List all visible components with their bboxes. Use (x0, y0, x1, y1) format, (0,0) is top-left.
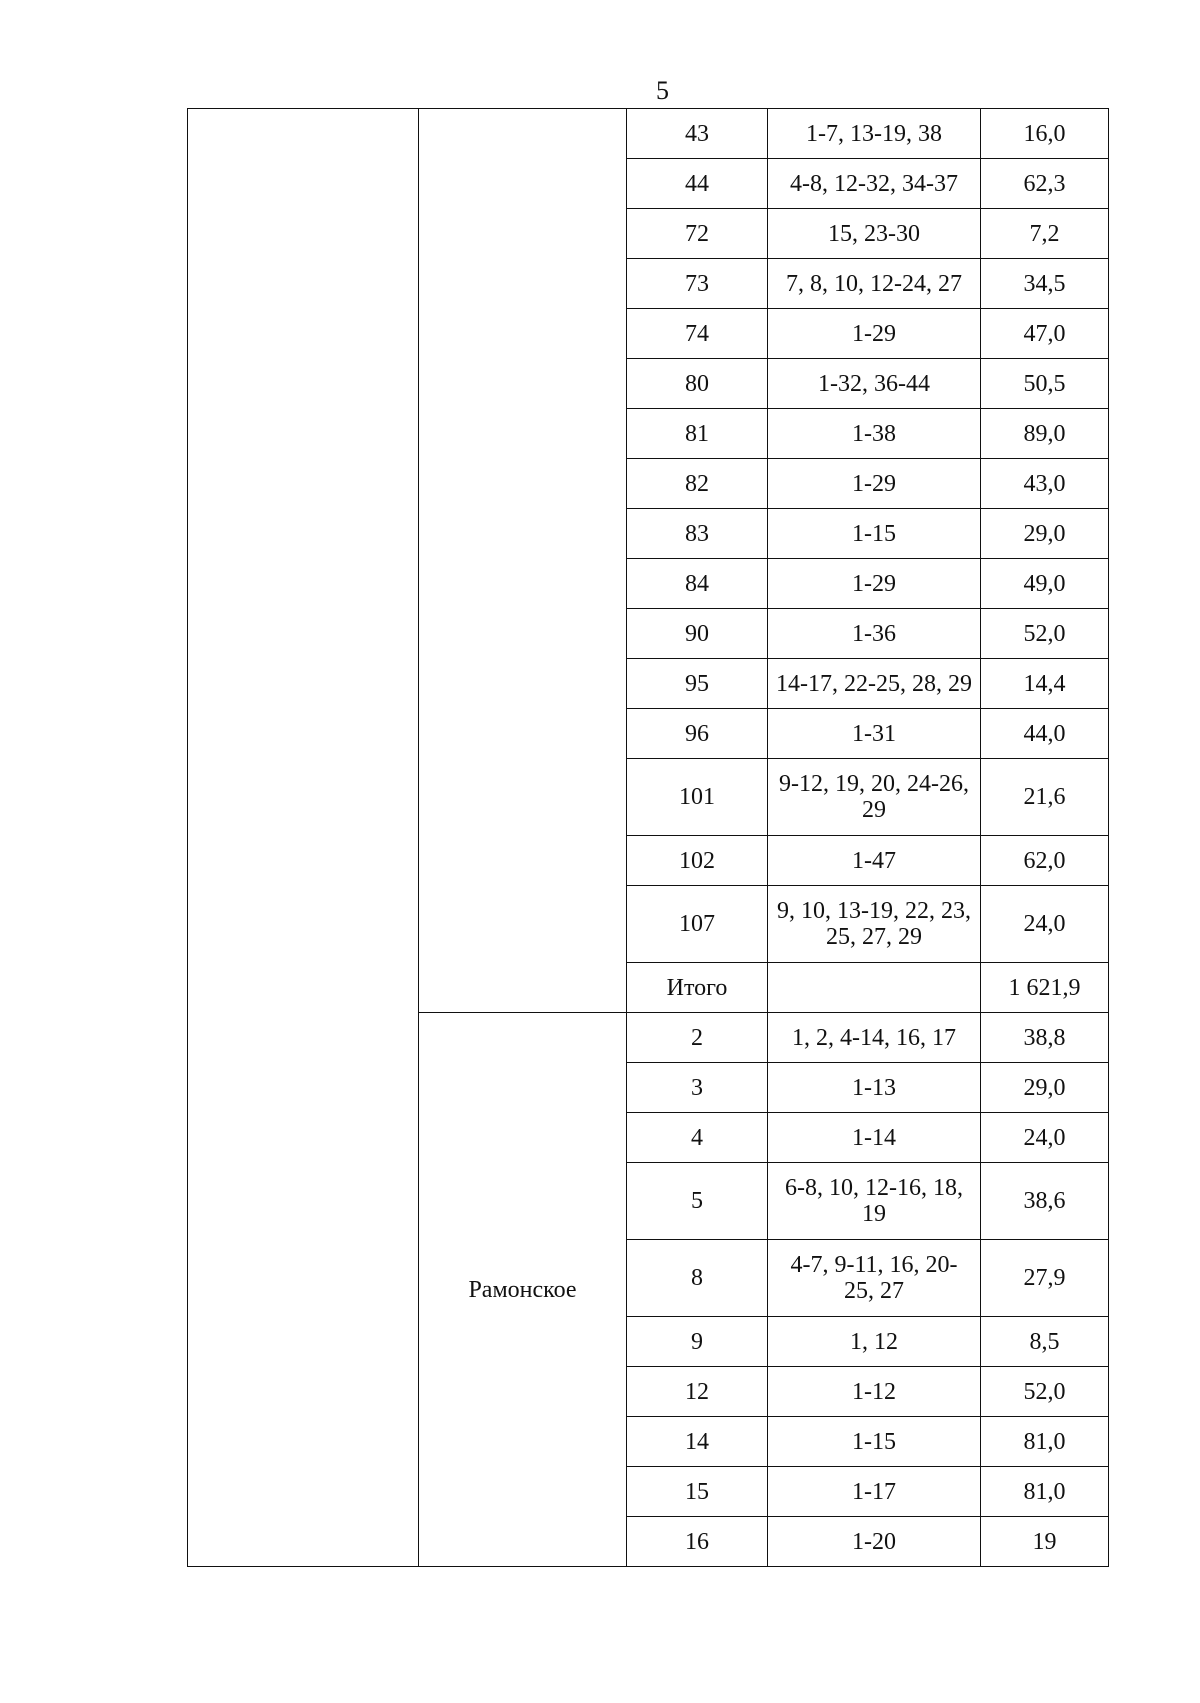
vydely-cell (768, 963, 981, 1013)
kvartal-cell: 9 (627, 1317, 768, 1367)
vydely-cell: 1-12 (768, 1367, 981, 1417)
area-cell: 38,6 (981, 1163, 1109, 1240)
vydely-cell (768, 759, 981, 836)
vydely-cell: 1-38 (768, 409, 981, 459)
area-cell: 16,0 (981, 109, 1109, 159)
area-cell: 34,5 (981, 259, 1109, 309)
vydely-cell: 15, 23-30 (768, 209, 981, 259)
area-cell: 8,5 (981, 1317, 1109, 1367)
vydely-cell: 14-17, 22-25, 28, 29 (768, 659, 981, 709)
kvartal-cell: 83 (627, 509, 768, 559)
kvartal-cell: 73 (627, 259, 768, 309)
kvartal-cell: 16 (627, 1517, 768, 1567)
kvartal-cell: 12 (627, 1367, 768, 1417)
vydely-line: 4-7, 9-11, 16, 20- (790, 1252, 958, 1278)
kvartal-cell: 82 (627, 459, 768, 509)
vydely-cell (768, 1240, 981, 1317)
total-area: 1 621,9 (981, 963, 1109, 1013)
vydely-cell: 1-31 (768, 709, 981, 759)
vydely-cell: 1-20 (768, 1517, 981, 1567)
area-cell: 81,0 (981, 1417, 1109, 1467)
kvartal-cell: 4 (627, 1113, 768, 1163)
forestry-cell (419, 109, 627, 1013)
kvartal-cell: 15 (627, 1467, 768, 1517)
vydely-line: 19 (862, 1201, 886, 1227)
area-cell: 89,0 (981, 409, 1109, 459)
vydely-cell: 1-29 (768, 309, 981, 359)
kvartal-cell: 80 (627, 359, 768, 409)
kvartal-cell: 107 (627, 886, 768, 963)
table-row (188, 109, 1109, 159)
kvartal-cell: 72 (627, 209, 768, 259)
vydely-cell: 1-36 (768, 609, 981, 659)
kvartal-cell: 102 (627, 836, 768, 886)
vydely-cell: 1, 12 (768, 1317, 981, 1367)
vydely-cell: 1-29 (768, 459, 981, 509)
area-cell: 24,0 (981, 886, 1109, 963)
area-cell: 52,0 (981, 609, 1109, 659)
vydely-line: 29 (862, 797, 886, 823)
area-cell: 62,3 (981, 159, 1109, 209)
page-number: 5 (656, 76, 669, 105)
kvartal-cell: 101 (627, 759, 768, 836)
area-cell: 47,0 (981, 309, 1109, 359)
vydely-cell: 1-17 (768, 1467, 981, 1517)
vydely-cell: 1-7, 13-19, 38 (768, 109, 981, 159)
kvartal-cell: 5 (627, 1163, 768, 1240)
area-cell: 29,0 (981, 509, 1109, 559)
area-cell: 50,5 (981, 359, 1109, 409)
total-label: Итого (627, 963, 768, 1013)
kvartal-cell: 44 (627, 159, 768, 209)
vydely-cell: 1-29 (768, 559, 981, 609)
forestry-cell-ramonskoe: Рамонское (419, 1013, 627, 1567)
vydely-line: 9, 10, 13-19, 22, 23, (777, 898, 971, 924)
vydely-cell: 1-47 (768, 836, 981, 886)
vydely-cell: 1-15 (768, 509, 981, 559)
area-cell: 21,6 (981, 759, 1109, 836)
vydely-cell: 1-13 (768, 1063, 981, 1113)
area-cell: 52,0 (981, 1367, 1109, 1417)
kvartal-cell: 43 (627, 109, 768, 159)
area-cell: 43,0 (981, 459, 1109, 509)
area-cell: 44,0 (981, 709, 1109, 759)
vydely-line: 9-12, 19, 20, 24-26, (779, 771, 969, 797)
kvartal-cell: 90 (627, 609, 768, 659)
vydely-cell: 4-8, 12-32, 34-37 (768, 159, 981, 209)
vydely-cell: 7, 8, 10, 12-24, 27 (768, 259, 981, 309)
kvartal-cell: 74 (627, 309, 768, 359)
kvartal-cell: 84 (627, 559, 768, 609)
kvartal-cell: 81 (627, 409, 768, 459)
vydely-cell (768, 1163, 981, 1240)
kvartal-cell: 2 (627, 1013, 768, 1063)
kvartal-cell: 95 (627, 659, 768, 709)
area-cell: 14,4 (981, 659, 1109, 709)
vydely-cell: 1-14 (768, 1113, 981, 1163)
area-cell: 19 (981, 1517, 1109, 1567)
area-cell: 81,0 (981, 1467, 1109, 1517)
vydely-line: 25, 27 (844, 1278, 904, 1304)
area-cell: 27,9 (981, 1240, 1109, 1317)
kvartal-cell: 14 (627, 1417, 768, 1467)
kvartal-cell: 8 (627, 1240, 768, 1317)
vydely-cell: 1, 2, 4-14, 16, 17 (768, 1013, 981, 1063)
area-cell: 62,0 (981, 836, 1109, 886)
area-cell: 49,0 (981, 559, 1109, 609)
vydely-cell: 1-32, 36-44 (768, 359, 981, 409)
district-cell (188, 109, 419, 1567)
area-cell: 29,0 (981, 1063, 1109, 1113)
area-cell: 24,0 (981, 1113, 1109, 1163)
kvartal-cell: 3 (627, 1063, 768, 1113)
vydely-cell (768, 886, 981, 963)
vydely-line: 25, 27, 29 (826, 924, 922, 950)
area-cell: 7,2 (981, 209, 1109, 259)
area-cell: 38,8 (981, 1013, 1109, 1063)
kvartal-cell: 96 (627, 709, 768, 759)
vydely-cell: 1-15 (768, 1417, 981, 1467)
forest-plots-table (187, 108, 1109, 1567)
vydely-line: 6-8, 10, 12-16, 18, (785, 1175, 963, 1201)
